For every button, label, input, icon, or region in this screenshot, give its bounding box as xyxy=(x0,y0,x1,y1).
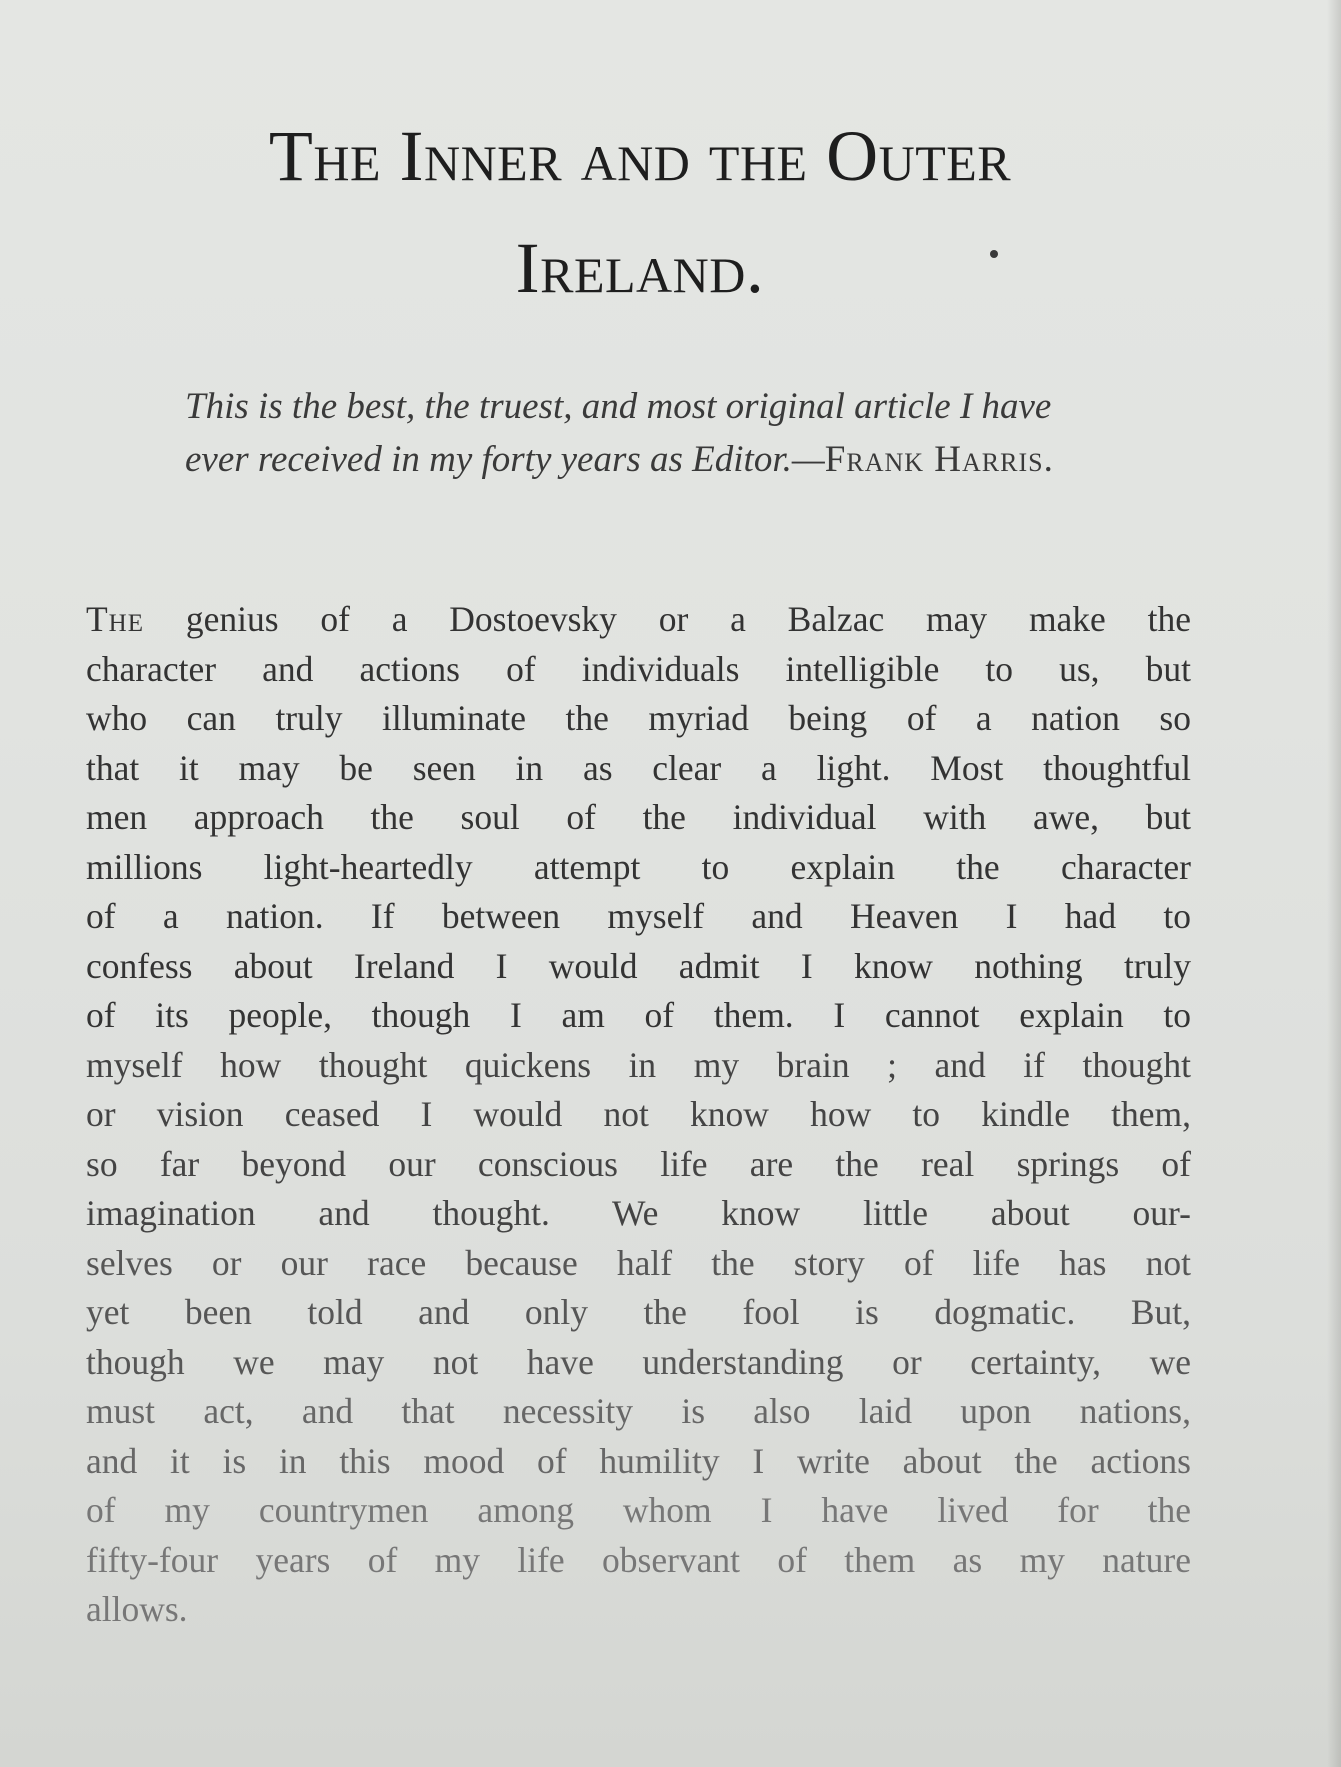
body-line: myself how thought quickens in my brain ; and if thought xyxy=(86,1044,1191,1085)
chapter-title xyxy=(60,100,1220,324)
page-edge-shadow xyxy=(1327,0,1341,1767)
epigraph-quote: This is the best, the truest, and most original article I have ever received in my forty years as Editor.— xyxy=(185,386,1052,480)
epigraph xyxy=(185,380,1105,486)
body-line: of a nation. If between myself and Heaven I had to xyxy=(86,896,1191,936)
body-line: allows. xyxy=(86,1589,188,1629)
body-line: men approach the soul of the individual with awe, but xyxy=(86,797,1191,837)
body-line: who can truly illuminate the myriad being of a nation so xyxy=(86,698,1191,738)
body-line: millions light-heartedly attempt to explain the character xyxy=(86,846,1191,887)
body-line: though we may not have understanding or certainty, we xyxy=(86,1341,1191,1382)
body-line: of its people, though I am of them. I cannot explain to xyxy=(86,995,1191,1035)
body-line: or vision ceased I would not know how to kindle them, xyxy=(86,1094,1191,1134)
body-line: confess about Ireland I would admit I know nothing truly xyxy=(86,945,1191,986)
body-line: character and actions of individuals intelligible to us, but xyxy=(86,648,1191,689)
body-line: must act, and that necessity is also laid upon nations, xyxy=(86,1391,1191,1431)
body-line: of my countrymen among whom I have lived for the xyxy=(86,1490,1191,1530)
body-line: selves or our race because half the story of life has not xyxy=(86,1242,1191,1283)
body-line: imagination and thought. We know little about our- xyxy=(86,1193,1191,1233)
body-line: so far beyond our conscious life are the real springs of xyxy=(86,1143,1191,1184)
body-line: that it may be seen in as clear a light. Most thoughtful xyxy=(86,747,1191,788)
body-line: fifty-four years of my life observant of them as my nature xyxy=(86,1539,1191,1580)
body-line: and it is in this mood of humility I write about the actions xyxy=(86,1440,1191,1481)
lead-word: The xyxy=(86,599,145,639)
body-line: yet been told and only the fool is dogmatic. But, xyxy=(86,1292,1191,1332)
chapter-title-line-2: Ireland. xyxy=(515,228,765,308)
body-paragraph xyxy=(86,595,1191,1635)
epigraph-author: Frank Harris. xyxy=(824,439,1054,480)
body-line: The genius of a Dostoevsky or a Balzac may make the xyxy=(86,599,1191,639)
chapter-title-line-1: The Inner and the Outer xyxy=(268,116,1012,196)
